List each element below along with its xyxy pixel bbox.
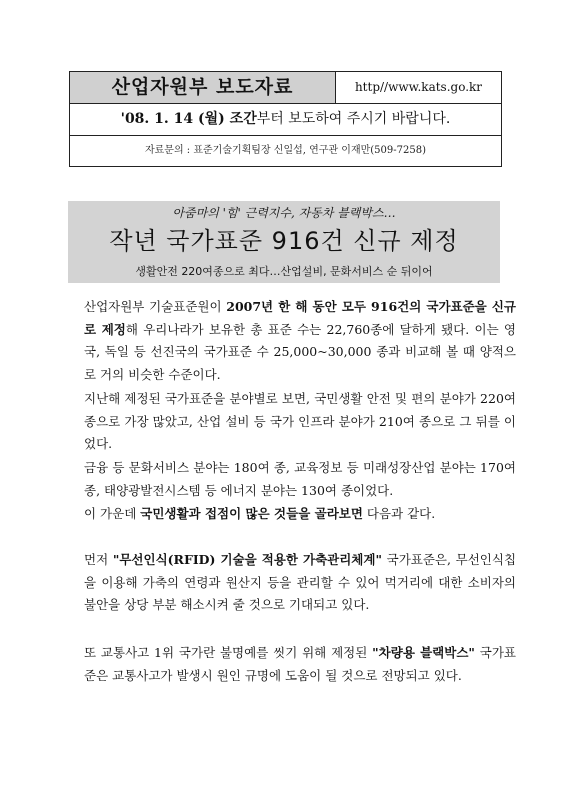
p5-text-c: 국가표준은, 무선인식칩을 이용해 가축의 연령과 원산지 등을 관리할 수 있어 먹거리에 대한 소비자의 불안을 상당 부분 해소시켜 줄 것으로 기대되고 있다.: [84, 552, 517, 612]
press-release-header: [69, 71, 502, 167]
p1-text-a: 산업자원부 기술표준원이: [84, 299, 227, 314]
p6-text-bold: "차량용 블랙박스": [372, 645, 475, 660]
p5-text-bold: "무선인식(RFID) 기술을 적용한 가축관리체계": [112, 552, 382, 567]
headline-kicker: 아줌마의 '힘' 근력지수, 자동차 블랙박스…: [172, 206, 396, 220]
p1-text-bold: 2007년 한 해 동안 모두 916건의 국가표준을 신규로 제정: [84, 299, 517, 337]
paragraph-6: [68, 642, 516, 687]
press-release-title: 산업자원부 보도자료: [70, 72, 336, 103]
p4-text-bold: 국민생활과 접점이 많은 것들을 골라보면: [140, 506, 363, 521]
paragraph-1: [68, 296, 516, 386]
p4-text-a: 이 가운데: [84, 506, 141, 521]
p5-text-a: 먼저: [84, 552, 113, 567]
p6-text-a: 또 교통사고 1위 국가란 불명예를 씻기 위해 제정된: [84, 645, 373, 660]
headline-title: 작년 국가표준 916건 신규 제정: [109, 227, 459, 255]
embargo-text: 부터 보도하여 주시기 바랍니다.: [256, 111, 451, 127]
embargo-date: '08. 1. 14 (월) 조간: [120, 111, 257, 127]
header-top-row: [70, 72, 501, 104]
website-url: http//www.kats.go.kr: [354, 80, 483, 94]
headline-box: [68, 201, 500, 283]
paragraph-5: [68, 549, 516, 617]
paragraph-3: 금융 등 문화서비스 분야는 180여 종, 교육정보 등 미래성장산업 분야는 170여 종, 태양광발전시스템 등 에너지 분야는 130여 종이었다.: [84, 460, 516, 498]
contact-info: 자료문의 : 표준기술기획팀장 신일섭, 연구관 이재만(509-7258): [144, 145, 427, 156]
p6-text-c: 국가표준은 교통사고가 발생시 원인 규명에 도움이 될 것으로 전망되고 있다.: [84, 645, 517, 683]
paragraph-2: 지난해 제정된 국가표준을 분야별로 보면, 국민생활 안전 및 편의 분야가 220여 종으로 가장 많았고, 산업 설비 등 국가 인프라 분야가 210여 종으로 그 뒤를 이었다.: [84, 391, 516, 451]
p1-text-c: 해 우리나라가 보유한 총 표준 수는 22,760종에 달하게 됐다. 이는 영국, 독일 등 선진국의 국가표준 수 25,000~30,000 종과 비교해 볼 때 양적으로 거의 비슷한 수준이다.: [84, 321, 517, 382]
headline-subtitle: 생활안전 220여종으로 최다…산업설비, 문화서비스 순 뒤이어: [135, 265, 433, 278]
embargo-notice: [70, 104, 501, 136]
paragraph-4: [68, 503, 516, 526]
p4-text-c: 다음과 같다.: [362, 506, 436, 521]
